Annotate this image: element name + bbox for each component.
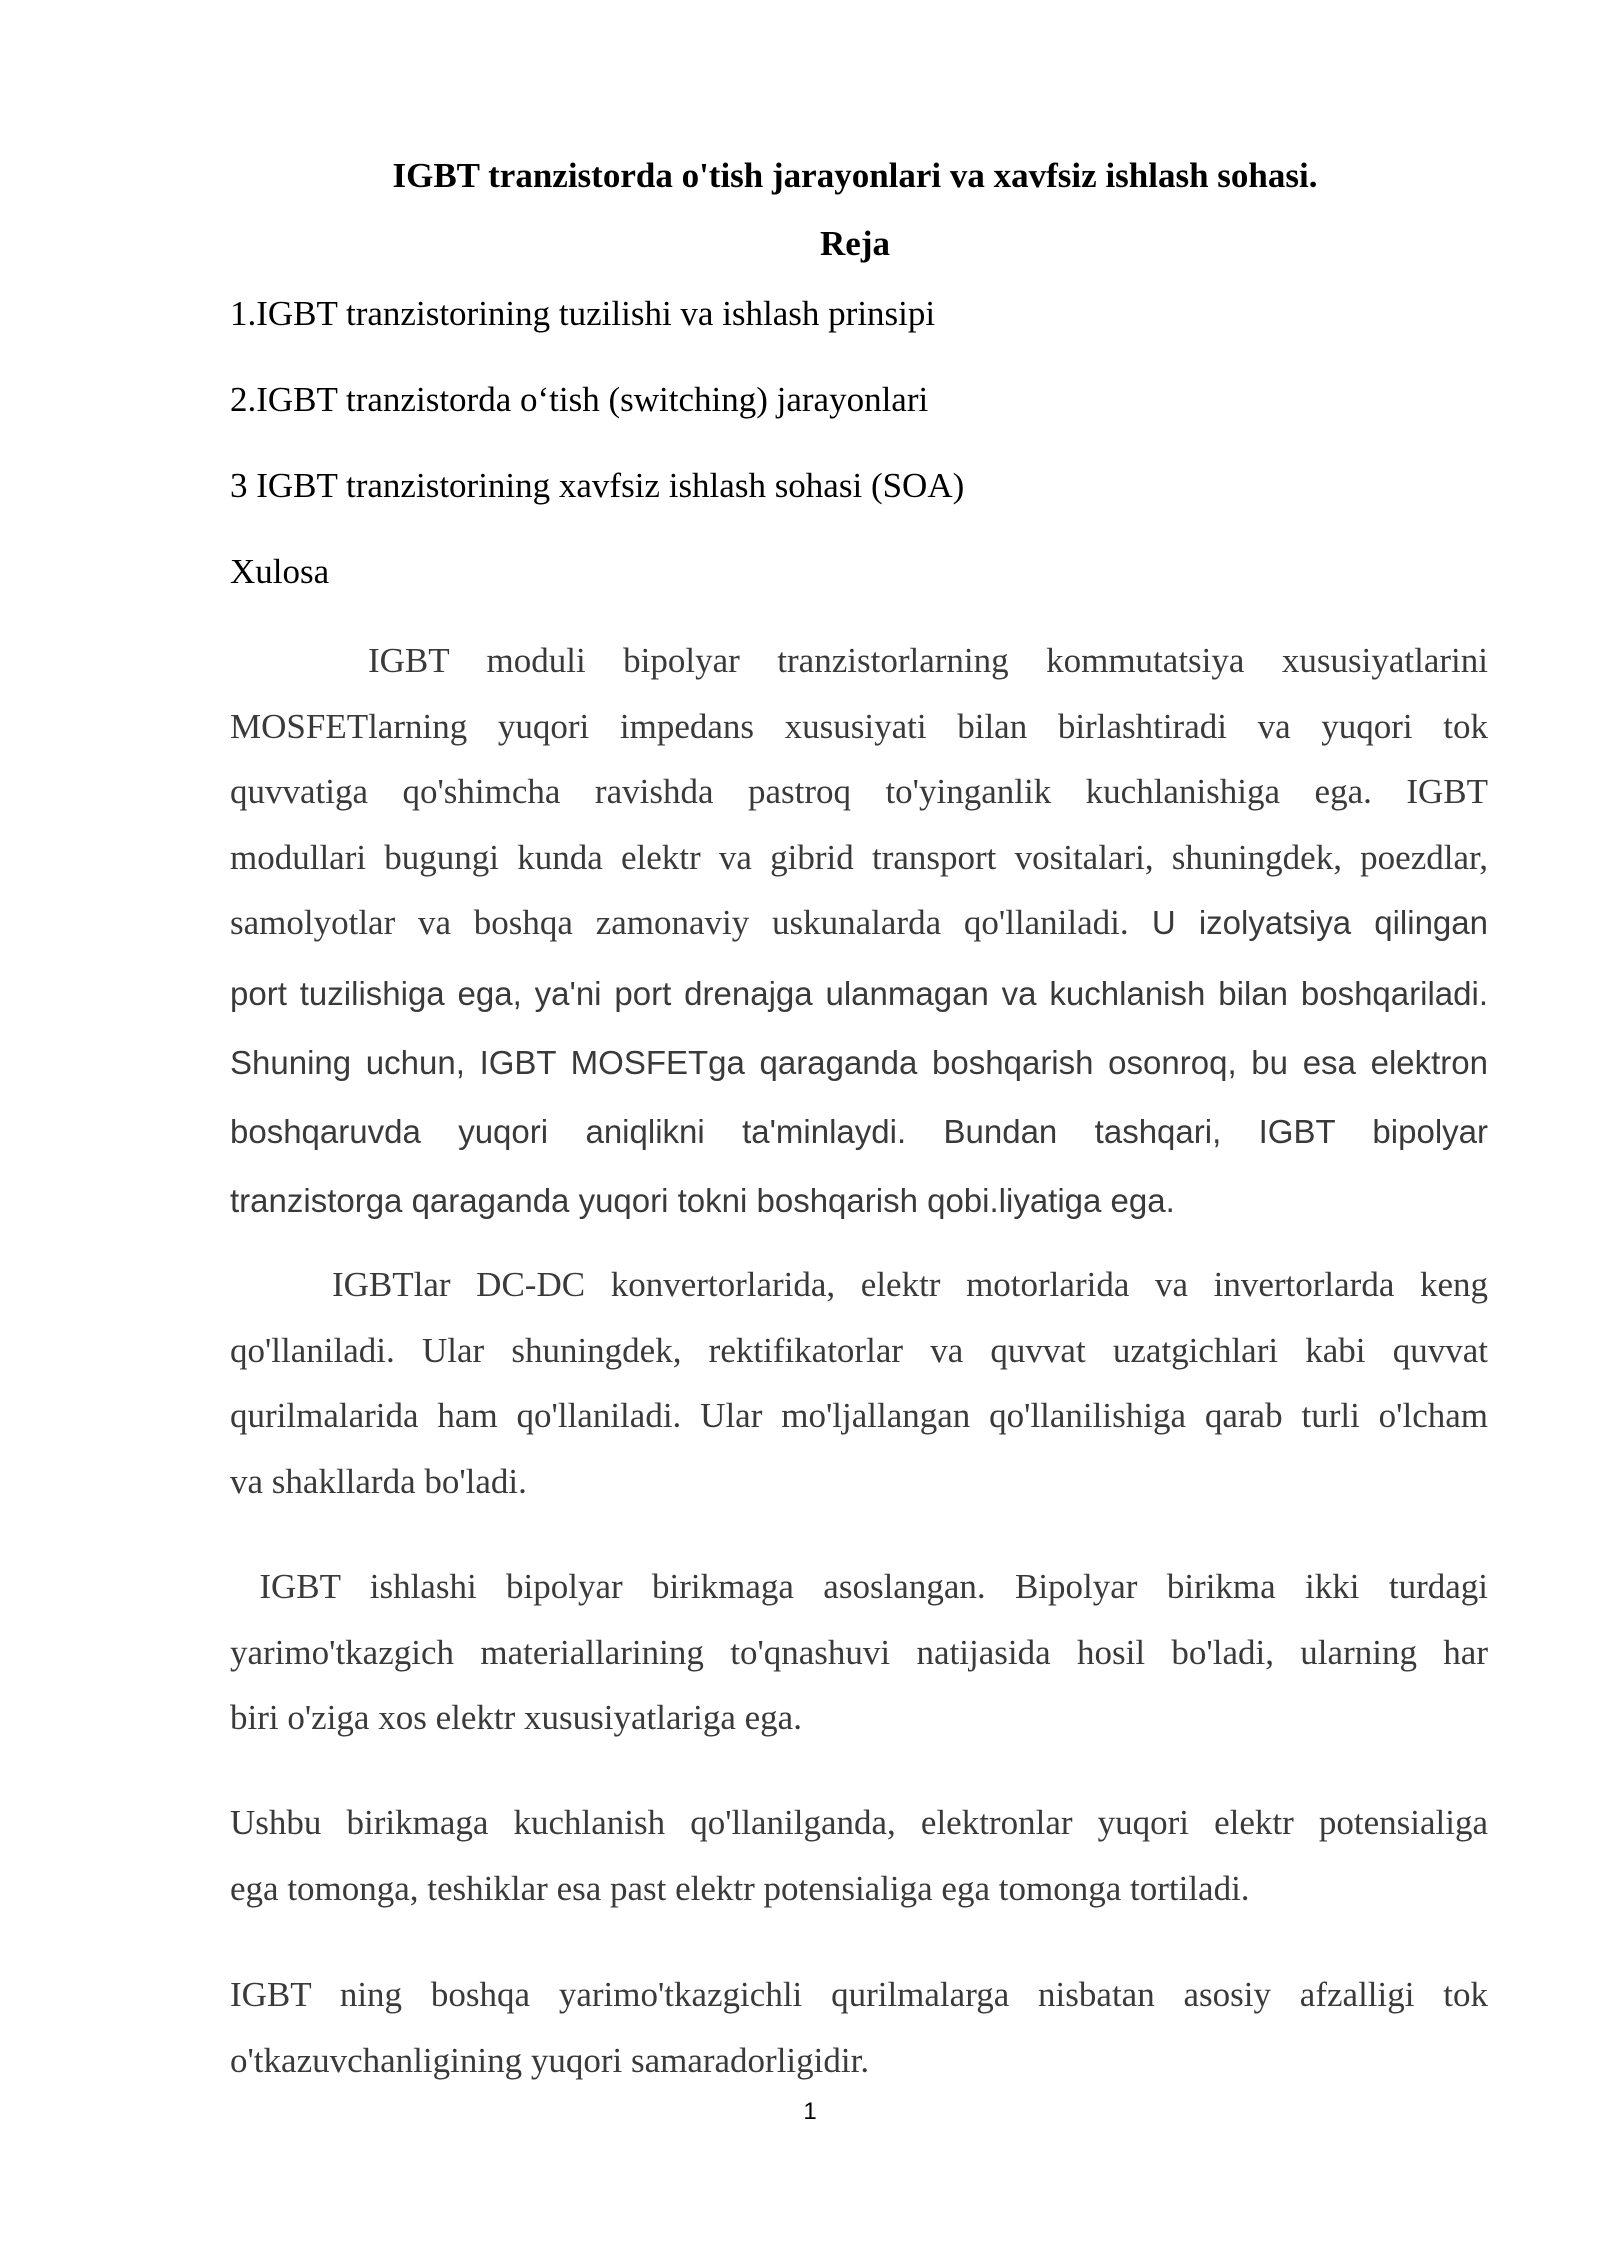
paragraph-line: boshqaruvda yuqori aniqlikni ta'minlaydi. Bundan tashqari, IGBT bipolyar (230, 1113, 1488, 1150)
plan-item: 1.IGBT tranzistorining tuzilishi va ishlash prinsipi (230, 294, 936, 333)
paragraph-line: port tuzilishiga ega, ya'ni port drenajga ulanmagan va kuchlanish bilan boshqariladi. (230, 975, 1488, 1012)
plan-item: 3 IGBT tranzistorining xavfsiz ishlash sohasi (SOA) (230, 466, 965, 505)
paragraph-2 (230, 1252, 1488, 1514)
paragraph-line: IGBT ishlashi bipolyar birikmaga asoslangan. Bipolyar birikma ikki turdagi (230, 1567, 1488, 1606)
paragraph-line: IGBT ning boshqa yarimo'tkazgichli qurilmalarga nisbatan asosiy afzalligi tok (230, 1975, 1488, 2014)
paragraph-3 (230, 1554, 1488, 1751)
paragraph-line: yarimo'tkazgich materiallarining to'qnashuvi natijasida hosil bo'ladi, ularning har (230, 1632, 1488, 1672)
paragraph-4 (230, 1790, 1488, 1921)
paragraph-line: qurilmalarida ham qo'llaniladi. Ular mo'ljallangan qo'llanilishiga qarab turli o'lcham (230, 1396, 1488, 1435)
paragraph-line: IGBT moduli bipolyar tranzistorlarning kommutatsiya xususiyatlarini (368, 641, 1488, 680)
paragraph-line: o'tkazuvchanligining yuqori samaradorligidir. (230, 2040, 870, 2080)
paragraph-line: quvvatiga qo'shimcha ravishda pastroq to'yinganlik kuchlanishiga ega. IGBT (230, 772, 1488, 811)
document-title: IGBT tranzistorda o'tish jarayonlari va xavfsiz ishlash sohasi. (392, 156, 1318, 195)
paragraph-line: va shakllarda bo'ladi. (230, 1461, 527, 1501)
plan-item: Xulosa (230, 552, 330, 591)
paragraph-line: MOSFETlarning yuqori impedans xususiyati bilan birlashtiradi va yuqori tok (230, 706, 1488, 746)
plan-item: 2.IGBT tranzistorda o‘tish (switching) jarayonlari (230, 380, 929, 419)
paragraph-line: modullari bugungi kunda elektr va gibrid transport vositalari, shuningdek, poezdlar, (230, 837, 1488, 877)
paragraph-5 (230, 1962, 1488, 2093)
paragraph-line: ega tomonga, teshiklar esa past elektr potensialiga ega tomonga tortiladi. (230, 1868, 1250, 1908)
paragraph-line: qo'llaniladi. Ular shuningdek, rektifikatorlar va quvvat uzatgichlari kabi quvvat (230, 1330, 1488, 1370)
paragraph-line: tranzistorga qaraganda yuqori tokni boshqarish qobi.liyatiga ega. (230, 1182, 1175, 1219)
plan-heading: Reja (820, 224, 890, 263)
paragraph-line: IGBTlar DC-DC konvertorlarida, elektr motorlarida va invertorlarda keng (332, 1265, 1488, 1304)
paragraph-1-continued (230, 959, 1488, 1235)
paragraph-line: biri o'ziga xos elektr xususiyatlariga ega. (230, 1698, 802, 1737)
paragraph-line: Ushbu birikmaga kuchlanish qo'llanilganda, elektronlar yuqori elektr potensialiga (230, 1803, 1488, 1842)
paragraph-1 (230, 628, 1488, 956)
paragraph-line-mixed (230, 890, 1488, 956)
page-number: 1 (803, 2098, 817, 2125)
paragraph-text-serif: samolyotlar va boshqa zamonaviy uskunalarda qo'llaniladi. (230, 903, 1129, 942)
paragraph-text-sans: U izolyatsiya qilingan (1128, 904, 1488, 941)
paragraph-line: Shuning uchun, IGBT MOSFETga qaraganda boshqarish osonroq, bu esa elektron (230, 1044, 1488, 1081)
